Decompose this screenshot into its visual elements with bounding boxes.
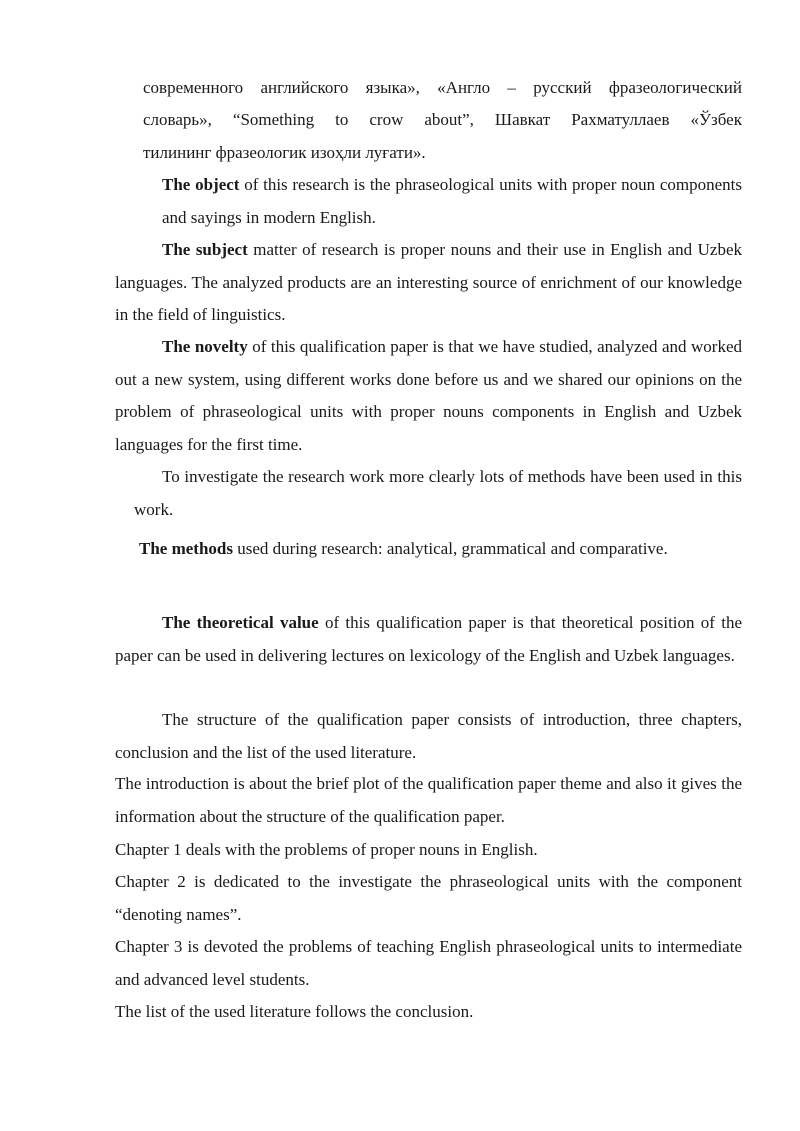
subject-text: matter of research is proper nouns and their use in English and Uzbek languages. The analyzed products are an interesting source of enrichment of our knowledge in the field of linguistics. [115, 240, 742, 324]
chapter-2-paragraph: Chapter 2 is dedicated to the investigate the phraseological units with the component “denoting names”. [115, 872, 742, 924]
theoretical-paragraph [115, 607, 742, 672]
methods-text: used during research: analytical, grammatical and comparative. [232, 539, 668, 558]
top-para-line-1: современного английского языка», «Англо – русский фразеологический [143, 78, 742, 97]
novelty-text: of this qualification paper is that we have studied, analyzed and worked out a new system, using different works done before us and we shared our opinions on the problem of phraseological units with proper nouns components in English and Uzbek languages for the first time. [115, 337, 742, 454]
methods-paragraph [139, 533, 668, 565]
methods-label: The methods [139, 539, 233, 558]
top-para-line-3: тилининг фразеологик изоҳли луғати». [143, 143, 426, 162]
structure-paragraph: The structure of the qualification paper consists of introduction, three chapters, conclusion and the list of the used literature. [115, 710, 742, 762]
novelty-paragraph [115, 331, 742, 461]
literature-paragraph: The list of the used literature follows the conclusion. [115, 1002, 474, 1021]
top-para-line-2: словарь», “Something to crow about”, Шавкат Рахматуллаев «Ўзбек [143, 110, 742, 129]
chapter-3-paragraph: Chapter 3 is devoted the problems of teaching English phraseological units to intermediate and advanced level students. [115, 937, 742, 989]
investigate-paragraph: To investigate the research work more clearly lots of methods have been used in this work. [134, 467, 742, 519]
introduction-paragraph: The introduction is about the brief plot of the qualification paper theme and also it gives the information about the structure of the qualification paper. [115, 774, 742, 826]
theoretical-text: of this qualification paper is that theoretical position of the paper can be used in delivering lectures on lexicology of the English and Uzbek languages. [115, 613, 742, 665]
object-text: of this research is the phraseological units with proper noun components and sayings in modern English. [162, 175, 742, 227]
theoretical-label: The theoretical value [162, 613, 319, 632]
object-label: The object [162, 175, 240, 194]
object-paragraph [162, 169, 742, 234]
novelty-label: The novelty [162, 337, 248, 356]
subject-paragraph [115, 234, 742, 332]
chapter-1-paragraph: Chapter 1 deals with the problems of proper nouns in English. [115, 840, 538, 859]
subject-label: The subject [162, 240, 248, 259]
